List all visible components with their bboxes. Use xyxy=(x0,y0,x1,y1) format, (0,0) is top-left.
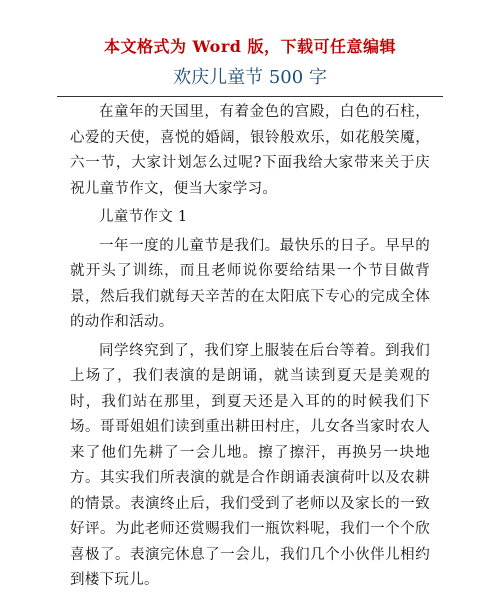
section-heading: 儿童节作文 1 xyxy=(99,209,188,225)
document-title: 欢庆儿童节 500 字 xyxy=(173,67,327,88)
format-banner: 本文格式为 Word 版，下载可任意编辑 xyxy=(103,37,397,56)
intro-paragraph: 在童年的天国里，有着金色的宫殿，白色的石柱，心爱的天使，喜悦的婚阔，银铃般欢乐，如花般笑魇，六一节，大家计划怎么过呢?下面我给大家带来关于庆祝儿童节作文，便当大家学习。 xyxy=(70,104,430,197)
body-paragraph: 同学终究到了，我们穿上服装在后台等着。到我们上场了，我们表演的是朗诵，就当读到夏天是美观的时，我们站在那里，到夏天还是入耳的的时候我们下场。哥哥姐姐们读到重出耕田村庄，儿女各当家时农人来了他们先耕了一会儿地。擦了擦汗，再换另一块地方。其实我们所表演的就是合作朗诵表演荷叶以及农耕的情景。表演终止后，我们受到了老师以及家长的一致好评。为此老师还赏赐我们一瓶饮料呢，我们一个个欣喜极了。表演完休息了一会儿，我们几个小伙伴儿相约到楼下玩儿。 xyxy=(70,342,430,588)
body-paragraph: 一年一度的儿童节是我们。最快乐的日子。早早的就开头了训练，而且老师说你要给结果一个节目做背景，然后我们就每天辛苦的在太阳底下专心的完成全体的动作和活动。 xyxy=(70,237,430,330)
document-body xyxy=(70,100,430,594)
title-divider xyxy=(57,96,443,97)
